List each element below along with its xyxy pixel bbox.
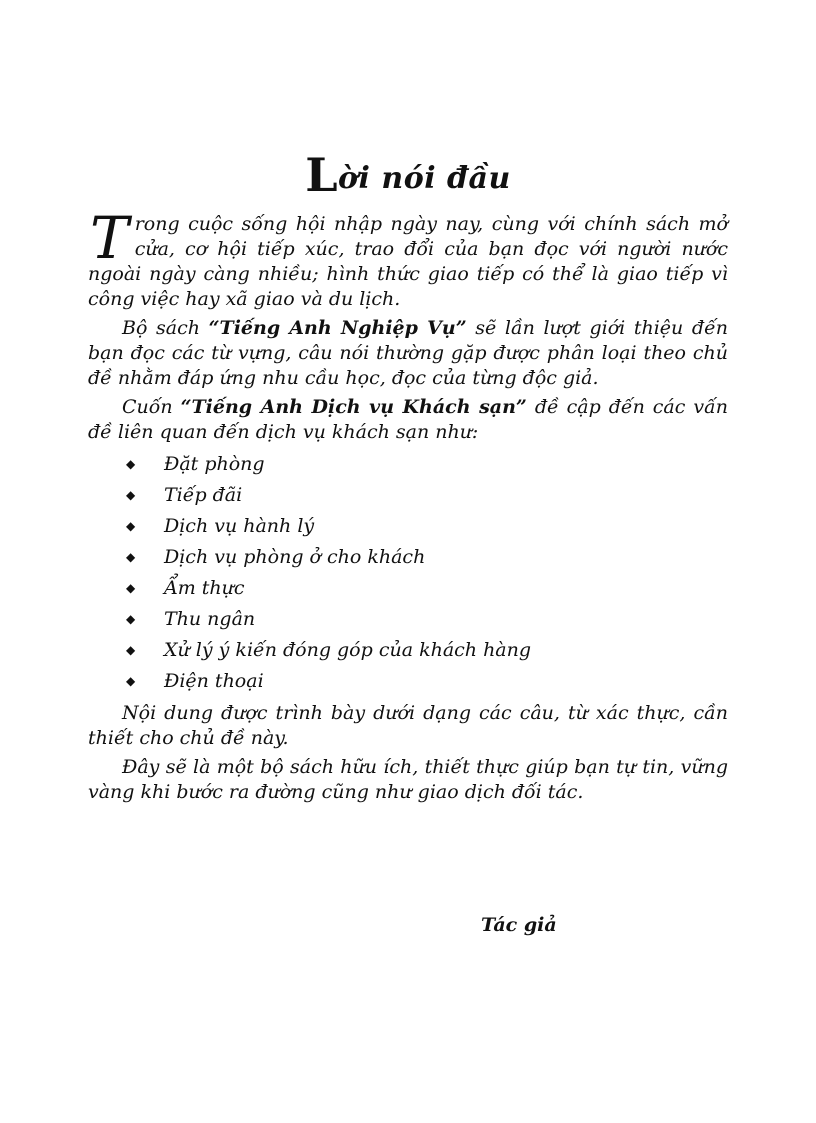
bullet-icon: ◆ (126, 674, 136, 688)
list-item (88, 480, 728, 511)
series-paragraph (88, 316, 728, 391)
topic-label: Điện thoại (164, 670, 264, 692)
list-item (88, 573, 728, 604)
list-item (88, 604, 728, 635)
topic-label: Dịch vụ hành lý (164, 515, 315, 537)
book-text-after: đề cập đến các vấn đề liên quan đến dịch vụ khách sạn như: (88, 396, 728, 443)
series-text-before: Bộ sách (122, 317, 209, 339)
book-paragraph (88, 395, 728, 445)
preface-body (88, 204, 729, 805)
intro-paragraph (88, 204, 728, 312)
closing-paragraph: Đây sẽ là một bộ sách hữu ích, thiết thực giúp bạn tự tin, vững vàng khi bước ra đường cũng như giao dịch đối tác. (88, 756, 728, 803)
series-text-after: sẽ lần lượt giới thiệu đến bạn đọc các từ vựng, câu nói thường gặp được phân loại theo chủ đề nhằm đáp ứng nhu cầu học, đọc của từng độc giả. (88, 317, 729, 389)
title-rest: ời nói đầu (338, 161, 511, 197)
content-paragraph: Nội dung được trình bày dưới dạng các câu, từ xác thực, cần thiết cho chủ đề này. (88, 702, 728, 749)
list-item (88, 635, 728, 666)
topic-label: Thu ngân (164, 608, 256, 630)
topic-label: Xử lý ý kiến đóng góp của khách hàng (164, 639, 532, 661)
topic-label: Tiếp đãi (164, 484, 243, 506)
bullet-icon: ◆ (126, 612, 136, 626)
list-item (88, 511, 728, 542)
topic-list (88, 449, 728, 697)
bullet-icon: ◆ (126, 488, 136, 502)
topic-label: Ẩm thực (164, 577, 245, 599)
list-item (88, 666, 728, 697)
topic-label: Đặt phòng (164, 453, 265, 475)
book-text-before: Cuốn (122, 396, 181, 418)
bullet-icon: ◆ (126, 643, 136, 657)
author-signature: Tác giả (481, 914, 557, 936)
bullet-icon: ◆ (126, 457, 136, 471)
topic-label: Dịch vụ phòng ở cho khách (164, 546, 426, 568)
bullet-icon: ◆ (126, 550, 136, 564)
page-title (0, 148, 816, 202)
drop-cap: T (90, 204, 129, 272)
book-name: “Tiếng Anh Dịch vụ Khách sạn” (180, 396, 527, 418)
list-item (88, 542, 728, 573)
bullet-icon: ◆ (126, 581, 136, 595)
list-item (88, 449, 728, 480)
bullet-icon: ◆ (126, 519, 136, 533)
intro-text: rong cuộc sống hội nhập ngày nay, cùng với chính sách mở cửa, cơ hội tiếp xúc, trao đổi của bạn đọc với người nước ngoài ngày càng nhiều; hình thức giao tiếp có thể là giao tiếp vì công việc hay xã giao và du lịch. (88, 213, 728, 310)
series-name: “Tiếng Anh Nghiệp Vụ” (208, 317, 467, 339)
title-initial: L (305, 148, 339, 203)
